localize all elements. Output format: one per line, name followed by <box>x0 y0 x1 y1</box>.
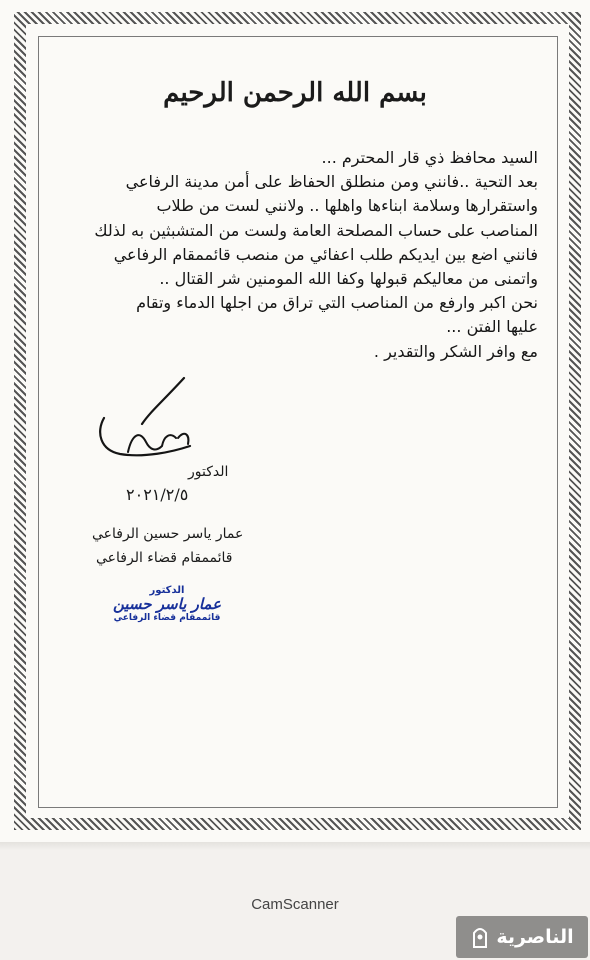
signatory-role: قائممقام قضاء الرفاعي <box>96 550 233 566</box>
basmala-heading: بسم الله الرحمن الرحيم <box>163 78 427 108</box>
letter-date: ٢٠٢١/٢/٥ <box>126 485 189 504</box>
letter-line: مع وافر الشكر والتقدير . <box>373 341 538 361</box>
official-stamp <box>108 585 226 623</box>
letter-line: نحن اكبر وارفع من المناصب التي تراق من اجلها الدماء وتقام <box>136 293 538 313</box>
letter-line: واتمنى من معاليكم قبولها وكفا الله المومنين شر القتال .. <box>159 269 538 289</box>
letter-body <box>58 146 538 364</box>
watermark-logo-icon <box>470 925 490 949</box>
signatory-title: الدكتور <box>188 464 229 480</box>
letter-line: واستقرارها وسلامة ابناءها واهلها .. ولانني لست من طلاب <box>156 196 538 216</box>
stamp-title: الدكتور <box>149 585 185 596</box>
letter-line: فانني اضع بين ايديكم طلب اعفائي من منصب قائممقام الرفاعي <box>113 244 538 264</box>
stamp-role: قائممقام قضاء الرفاعي <box>113 613 221 623</box>
page-edge-shadow <box>0 842 590 850</box>
signatory-name: عمار ياسر حسين الرفاعي <box>92 526 244 542</box>
camscanner-label: CamScanner <box>251 896 339 913</box>
letter-line: بعد التحية ..فانني ومن منطلق الحفاظ على أمن مدينة الرفاعي <box>125 172 538 192</box>
letter-line: السيد محافظ ذي قار المحترم ... <box>321 148 538 167</box>
letter-line: عليها الفتن ... <box>446 317 538 337</box>
handwritten-signature <box>92 372 242 467</box>
stamp-name: عمار ياسر حسين <box>112 595 222 613</box>
letter-line: المناصب على حساب المصلحة العامة ولست من المتشبثين به لذلك <box>94 220 538 240</box>
watermark-text: الناصرية <box>496 926 574 948</box>
site-watermark <box>456 916 588 958</box>
